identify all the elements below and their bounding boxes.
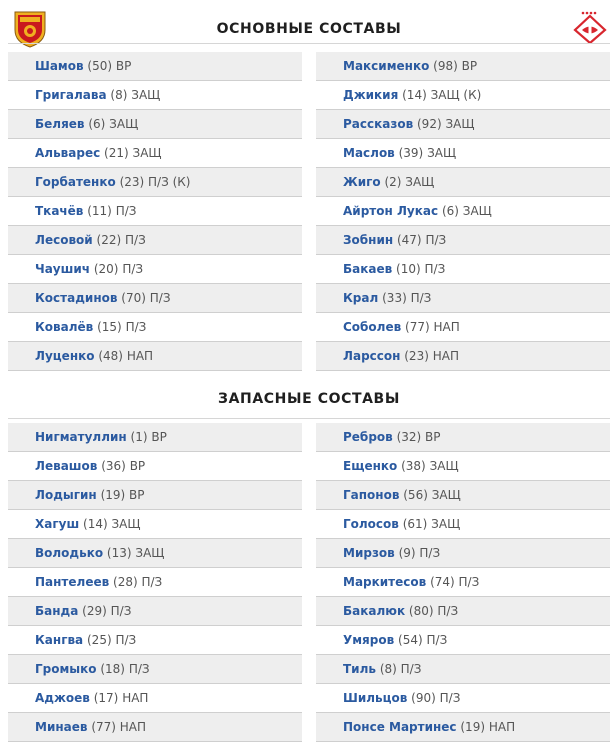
- player-name-link[interactable]: Григалава: [35, 88, 107, 102]
- player-number: (80): [408, 604, 434, 618]
- player-name-link[interactable]: Хагуш: [35, 517, 80, 531]
- player-name-link[interactable]: Ещенко: [343, 459, 398, 473]
- player-number: (54): [398, 633, 423, 647]
- player-number: (2): [384, 175, 402, 189]
- player-position: П/З: [425, 233, 447, 247]
- player-number: (10): [396, 262, 421, 276]
- away-substitutes-list: [316, 423, 610, 742]
- player-position: П/З: [128, 662, 150, 676]
- player-row: [8, 342, 302, 371]
- player-name-link[interactable]: Ребров: [343, 430, 393, 444]
- player-name-link[interactable]: Зобнин: [343, 233, 394, 247]
- player-number: (98): [433, 59, 458, 73]
- player-row: [316, 713, 610, 742]
- player-row: [8, 139, 302, 168]
- player-name-link[interactable]: Лодыгин: [35, 488, 97, 502]
- player-name-link[interactable]: Маслов: [343, 146, 395, 160]
- player-position: ЗАЩ (К): [430, 88, 482, 102]
- player-number: (50): [87, 59, 113, 73]
- player-row: [316, 52, 610, 81]
- player-number: (20): [93, 262, 119, 276]
- player-row: [316, 510, 610, 539]
- home-starting-list: [8, 52, 302, 371]
- player-number: (22): [96, 233, 122, 247]
- starting-lineups-header: [8, 0, 610, 44]
- player-row: [316, 168, 610, 197]
- player-name-link[interactable]: Шильцов: [343, 691, 408, 705]
- player-number: (11): [87, 204, 112, 218]
- player-position: ЗАЩ: [431, 517, 461, 531]
- player-position: ЗАЩ: [135, 546, 165, 560]
- player-name-link[interactable]: Кангва: [35, 633, 84, 647]
- player-position: НАП: [432, 349, 459, 363]
- player-position: П/З: [115, 633, 137, 647]
- player-position: ЗАЩ: [109, 117, 139, 131]
- player-number: (29): [82, 604, 107, 618]
- player-name-link[interactable]: Джикия: [343, 88, 399, 102]
- player-position: П/З: [141, 575, 163, 589]
- player-name-link[interactable]: Тиль: [343, 662, 376, 676]
- player-number: (32): [396, 430, 422, 444]
- player-position: ВР: [129, 459, 146, 473]
- player-name-link[interactable]: Банда: [35, 604, 79, 618]
- player-name-link[interactable]: Бакалюк: [343, 604, 406, 618]
- player-row: [316, 539, 610, 568]
- player-position: НАП: [122, 691, 149, 705]
- player-number: (9): [398, 546, 416, 560]
- player-name-link[interactable]: Громыко: [35, 662, 97, 676]
- player-row: [316, 110, 610, 139]
- player-number: (92): [417, 117, 442, 131]
- player-position: ЗАЩ: [431, 488, 461, 502]
- player-position: ВР: [151, 430, 167, 444]
- player-name-link[interactable]: Бакаев: [343, 262, 393, 276]
- player-position: НАП: [488, 720, 516, 734]
- player-name-link[interactable]: Маркитесов: [343, 575, 427, 589]
- player-number: (19): [100, 488, 126, 502]
- player-position: ЗАЩ: [405, 175, 435, 189]
- player-number: (90): [411, 691, 436, 705]
- player-row: [316, 684, 610, 713]
- player-name-link[interactable]: Крал: [343, 291, 379, 305]
- player-position: ВР: [425, 430, 441, 444]
- player-name-link[interactable]: Соболев: [343, 320, 402, 334]
- player-row: [8, 452, 302, 481]
- home-substitutes-list: [8, 423, 302, 742]
- player-name-link[interactable]: Шамов: [35, 59, 84, 73]
- player-name-link[interactable]: Минаев: [35, 720, 88, 734]
- player-name-link[interactable]: Айртон Лукас: [343, 204, 439, 218]
- player-number: (77): [405, 320, 430, 334]
- player-row: [316, 81, 610, 110]
- player-name-link[interactable]: Левашов: [35, 459, 98, 473]
- player-row: [316, 284, 610, 313]
- player-number: (39): [398, 146, 424, 160]
- starting-lineups-title: ОСНОВНЫЕ СОСТАВЫ: [216, 21, 402, 37]
- player-position: П/З: [125, 320, 147, 334]
- player-number: (19): [460, 720, 486, 734]
- player-number: (61): [402, 517, 428, 531]
- player-position: П/З: [424, 262, 446, 276]
- player-position: П/З: [115, 204, 137, 218]
- player-row: [316, 197, 610, 226]
- player-position: П/З: [419, 546, 441, 560]
- player-name-link[interactable]: Максименко: [343, 59, 430, 73]
- player-number: (25): [87, 633, 112, 647]
- player-name-link[interactable]: Чаушич: [35, 262, 91, 276]
- player-name-link[interactable]: Лесовой: [35, 233, 93, 247]
- player-name-link[interactable]: Володько: [35, 546, 104, 560]
- player-position: ВР: [129, 488, 145, 502]
- player-position: П/З: [410, 291, 432, 305]
- player-position: П/З: [125, 233, 146, 247]
- player-name-link[interactable]: Голосов: [343, 517, 399, 531]
- player-position: П/З: [426, 633, 448, 647]
- player-row: [8, 110, 302, 139]
- player-row: [8, 510, 302, 539]
- player-row: [8, 481, 302, 510]
- player-position: ВР: [461, 59, 478, 73]
- player-position: НАП: [433, 320, 460, 334]
- player-name-link[interactable]: Гапонов: [343, 488, 400, 502]
- player-position: П/З: [439, 691, 461, 705]
- player-row: [316, 423, 610, 452]
- player-position: П/З: [400, 662, 422, 676]
- player-row: [8, 539, 302, 568]
- player-row: [8, 52, 302, 81]
- player-row: [8, 168, 302, 197]
- player-row: [316, 226, 610, 255]
- player-row: [316, 597, 610, 626]
- player-row: [316, 655, 610, 684]
- player-row: [8, 713, 302, 742]
- player-position: П/З: [458, 575, 480, 589]
- player-number: (36): [101, 459, 126, 473]
- player-position: ЗАЩ: [445, 117, 475, 131]
- player-number: (8): [379, 662, 397, 676]
- player-number: (1): [130, 430, 148, 444]
- player-name-link[interactable]: Костадинов: [35, 291, 118, 305]
- player-position: П/З: [437, 604, 459, 618]
- player-number: (48): [98, 349, 123, 363]
- player-name-link[interactable]: Нигматуллин: [35, 430, 127, 444]
- player-row: [8, 313, 302, 342]
- player-row: [316, 255, 610, 284]
- player-number: (77): [91, 720, 116, 734]
- player-name-link[interactable]: Аджоев: [35, 691, 90, 705]
- away-starting-list: [316, 52, 610, 371]
- player-row: [316, 342, 610, 371]
- player-number: (18): [100, 662, 125, 676]
- player-row: [8, 255, 302, 284]
- player-name-link[interactable]: Луценко: [35, 349, 95, 363]
- player-position: П/З: [149, 291, 171, 305]
- player-name-link[interactable]: Беляев: [35, 117, 85, 131]
- player-number: (23): [119, 175, 145, 189]
- player-number: (70): [121, 291, 146, 305]
- player-position: ЗАЩ: [462, 204, 492, 218]
- player-position: НАП: [126, 349, 154, 363]
- player-number: (38): [401, 459, 426, 473]
- player-row: [8, 197, 302, 226]
- player-row: [316, 626, 610, 655]
- player-row: [8, 81, 302, 110]
- player-row: [316, 568, 610, 597]
- player-position: П/З (К): [148, 175, 191, 189]
- player-name-link[interactable]: Ларссон: [343, 349, 401, 363]
- player-row: [8, 226, 302, 255]
- player-position: ЗАЩ: [427, 146, 457, 160]
- player-number: (14): [402, 88, 427, 102]
- player-number: (21): [104, 146, 129, 160]
- player-name-link[interactable]: Альварес: [35, 146, 101, 160]
- player-name-link[interactable]: Мирзов: [343, 546, 395, 560]
- player-name-link[interactable]: Понсе Мартинес: [343, 720, 457, 734]
- player-position: П/З: [122, 262, 144, 276]
- player-number: (6): [441, 204, 459, 218]
- player-number: (13): [106, 546, 132, 560]
- player-row: [8, 423, 302, 452]
- player-row: [316, 452, 610, 481]
- player-number: (33): [382, 291, 407, 305]
- player-row: [8, 684, 302, 713]
- player-number: (74): [430, 575, 455, 589]
- player-row: [8, 626, 302, 655]
- player-position: НАП: [119, 720, 147, 734]
- player-row: [316, 481, 610, 510]
- player-row: [8, 568, 302, 597]
- player-name-link[interactable]: Умяров: [343, 633, 395, 647]
- player-name-link[interactable]: Жиго: [343, 175, 381, 189]
- player-position: ЗАЩ: [429, 459, 459, 473]
- player-number: (14): [83, 517, 108, 531]
- player-row: [316, 313, 610, 342]
- player-number: (47): [396, 233, 422, 247]
- player-position: ЗАЩ: [131, 88, 161, 102]
- player-name-link[interactable]: Рассказов: [343, 117, 414, 131]
- player-number: (17): [93, 691, 119, 705]
- player-number: (28): [113, 575, 138, 589]
- player-number: (23): [404, 349, 429, 363]
- player-row: [8, 597, 302, 626]
- player-number: (6): [88, 117, 106, 131]
- player-row: [8, 655, 302, 684]
- player-name-link[interactable]: Пантелеев: [35, 575, 110, 589]
- player-row: [316, 139, 610, 168]
- player-row: [8, 284, 302, 313]
- player-number: (8): [110, 88, 128, 102]
- player-number: (56): [403, 488, 428, 502]
- player-position: ЗАЩ: [132, 146, 162, 160]
- player-number: (15): [97, 320, 122, 334]
- player-name-link[interactable]: Горбатенко: [35, 175, 116, 189]
- player-position: П/З: [110, 604, 132, 618]
- player-name-link[interactable]: Ткачёв: [35, 204, 84, 218]
- player-position: ВР: [115, 59, 132, 73]
- player-position: ЗАЩ: [111, 517, 141, 531]
- substitutes-header: [8, 372, 610, 419]
- player-name-link[interactable]: Ковалёв: [35, 320, 94, 334]
- substitutes-title: ЗАПАСНЫЕ СОСТАВЫ: [218, 391, 400, 407]
